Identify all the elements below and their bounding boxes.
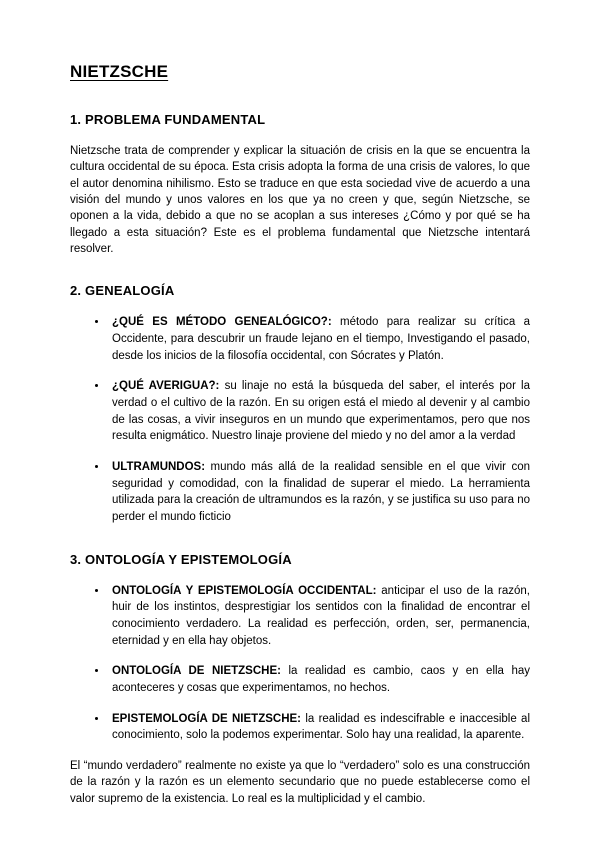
bullet-label: ONTOLOGÍA Y EPISTEMOLOGÍA OCCIDENTAL: <box>112 584 377 597</box>
bullet-item <box>108 663 530 696</box>
bullet-label: EPISTEMOLOGÍA DE NIETZSCHE: <box>112 712 302 725</box>
section-heading-ontologia-epistemologia: 3. ONTOLOGÍA Y EPISTEMOLOGÍA <box>70 551 292 567</box>
closing-paragraph: El “mundo verdadero” realmente no existe ya que lo “verdadero” solo es una construcción de la razón y la razón es un elemento secundario que no puede establecerse como el valor supremo de la existencia. Lo real es la multiplicidad y el cambio. <box>70 760 530 805</box>
bullet-item <box>108 378 530 445</box>
bullet-text: anticipar el uso de la razón, huir de los instintos, desprestigiar los sentidos con la finalidad de encontrar el conocimiento verdadero. La realidad es perfección, orden, ser, permanencia, eternidad y en ella hay objetos. <box>112 584 530 647</box>
bullet-label: ONTOLOGÍA DE NIETZSCHE: <box>112 665 281 678</box>
bullet-item <box>108 711 530 744</box>
bullet-text: la realidad es indescifrable e inaccesible al conocimiento, solo la podemos experimentar. Solo hay una realidad, la aparente. <box>112 712 530 742</box>
bullet-text: su linaje no está la búsqueda del saber, el interés por la verdad o el cultivo de la razón. En su origen está el miedo al devenir y al cambio de las cosas, a vivir inseguros en un mundo que experimentamos, pero que nos resulta enigmático. Nuestro linaje proviene del miedo y no del amor a la verdad <box>112 380 531 443</box>
bullet-text: método para realizar su crítica a Occidente, para descubrir un fraude lejano en el tiempo, Investigando el pasado, desde los inicios de la filosofía occidental, con Sócrates y Platón. <box>112 316 530 362</box>
section-heading-genealogia: 2. GENEALOGÍA <box>70 283 175 299</box>
bullet-list-ontologia <box>70 583 530 744</box>
bullet-item <box>108 314 530 364</box>
bullet-list-genealogia <box>70 314 530 525</box>
bullet-item <box>108 583 530 650</box>
bullet-item <box>108 459 530 526</box>
body-paragraph: Nietzsche trata de comprender y explicar la situación de crisis en la que se encuentra la cultura occidental de su época. Esta crisis adopta la forma de una crisis de valores, lo que el autor denomina nihilismo. Esto se traduce en que esta sociedad vive de acuerdo a una visión del mundo y unos valores en los que ya no creen y que, según Nietzsche, se oponen a la vida, debido a que no se acoplan a sus intereses ¿Cómo y por qué se ha llegado a esta situación? Este es el problema fundamental que Nietzsche intentará resolver. <box>70 145 530 255</box>
bullet-text: mundo más allá de la realidad sensible en el que vivir con seguridad y comodidad, con la finalidad de superar el miedo. La herramienta utilizada para la creación de ultramundos es la razón, y se justifica su uso para no perder el mundo ficticio <box>112 461 530 524</box>
section-heading-problema-fundamental: 1. PROBLEMA FUNDAMENTAL <box>70 112 266 127</box>
bullet-label: ¿QUÉ AVERIGUA?: <box>112 380 220 393</box>
bullet-label: ULTRAMUNDOS: <box>112 461 206 473</box>
document-title: NIETZSCHE <box>70 62 169 81</box>
bullet-text: la realidad es cambio, caos y en ella hay aconteceres y cosas que experimentamos, no hechos. <box>112 665 530 695</box>
bullet-label: ¿QUÉ ES MÉTODO GENEALÓGICO?: <box>112 316 332 329</box>
